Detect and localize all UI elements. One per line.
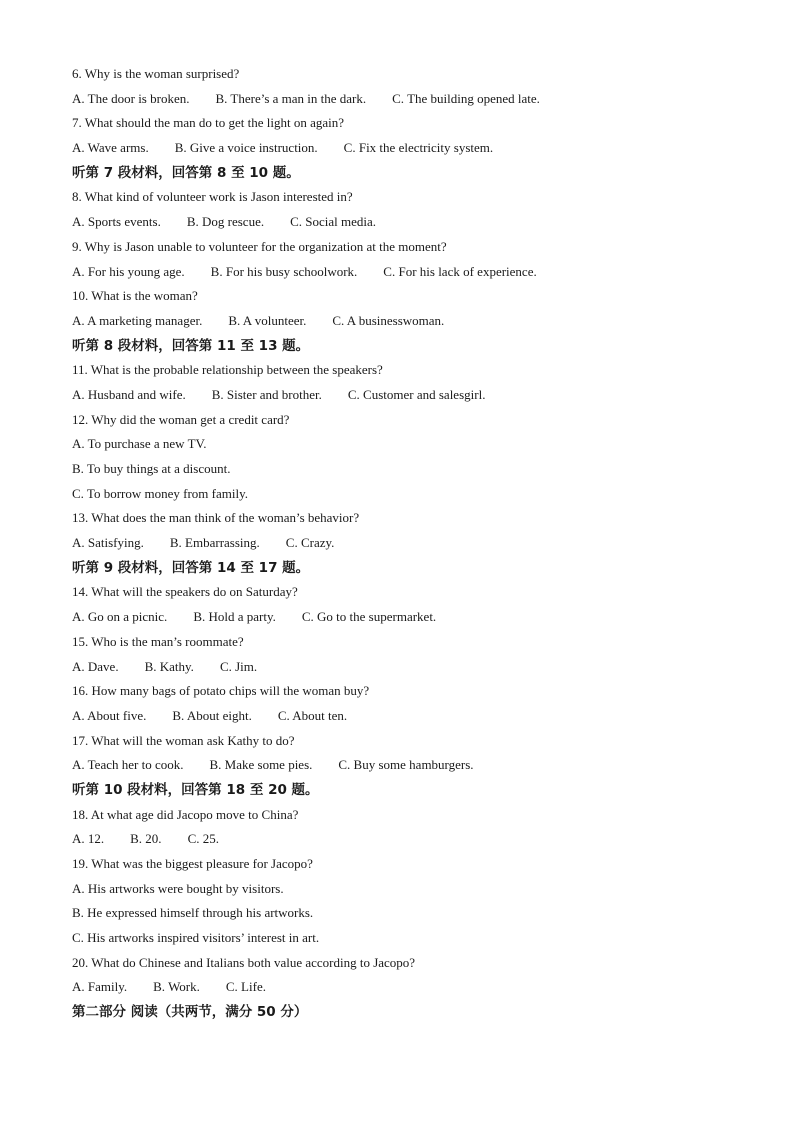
- question-text: 6. Why is the woman surprised?: [72, 66, 240, 81]
- answer-option: B. Embarrassing.: [169, 535, 260, 551]
- answer-option: B. A volunteer.: [228, 312, 307, 328]
- section-heading: 第二部分 阅读（共两节，满分 50 分）: [72, 1004, 308, 1021]
- answer-option: A. Dave.: [72, 658, 119, 674]
- question-text: 17. What will the woman ask Kathy to do?: [72, 732, 295, 748]
- answer-option: C. Go to the supermarket.: [301, 609, 437, 625]
- answer-options-row: [72, 136, 732, 161]
- exam-page: [72, 62, 732, 1025]
- answer-options-row: [72, 210, 732, 235]
- answer-option: C. 25.: [187, 831, 219, 847]
- answer-options-row: [72, 309, 732, 334]
- question-text: 9. Why is Jason unable to volunteer for the organization at the moment?: [72, 238, 447, 254]
- answer-options-row: [72, 531, 732, 556]
- section-heading: 听第 9 段材料，回答第 14 至 17 题。: [72, 559, 310, 576]
- answer-option: B. Sister and brother.: [211, 386, 322, 402]
- answer-option: A. Satisfying.: [72, 535, 144, 551]
- answer-options-row: [72, 753, 732, 778]
- answer-options-row: [72, 975, 732, 1000]
- answer-option: C. A businesswoman.: [332, 312, 445, 328]
- answer-option: C. About ten.: [277, 707, 348, 723]
- answer-option: A. 12.: [72, 831, 105, 847]
- answer-option: A. Sports events.: [72, 214, 161, 230]
- section-heading: 听第 7 段材料，回答第 8 至 10 题。: [72, 164, 300, 181]
- answer-option: A. Teach her to cook.: [72, 757, 184, 773]
- question-text: 20. What do Chinese and Italians both value according to Jacopo?: [72, 954, 416, 970]
- answer-option: B. About eight.: [172, 707, 252, 723]
- answer-option: A. Wave arms.: [72, 140, 149, 156]
- answer-option: A. Go on a picnic.: [72, 609, 168, 625]
- answer-option: A. Family.: [72, 979, 128, 995]
- answer-option: B. Dog rescue.: [186, 214, 265, 230]
- question-text: 11. What is the probable relationship between the speakers?: [72, 362, 383, 378]
- question-text: 15. Who is the man’s roommate?: [72, 633, 244, 649]
- answer-option: C. Customer and salesgirl.: [347, 386, 486, 402]
- section-heading: 听第 10 段材料，回答第 18 至 20 题。: [72, 781, 319, 798]
- answer-options-row: [72, 605, 732, 630]
- question-text: 10. What is the woman?: [72, 288, 198, 304]
- question-text: 18. At what age did Jacopo move to China?: [72, 806, 299, 822]
- answer-option: B. For his busy schoolwork.: [210, 263, 358, 279]
- answer-option: B. Hold a party.: [193, 609, 276, 625]
- answer-options-row: [72, 260, 732, 285]
- answer-option: C. Buy some hamburgers.: [338, 757, 474, 773]
- answer-options-row: [72, 655, 732, 680]
- answer-option: C. For his lack of experience.: [383, 263, 537, 279]
- answer-options-row: [72, 383, 732, 408]
- answer-option: A. Husband and wife.: [72, 386, 186, 402]
- answer-option: C. His artworks inspired visitors’ interest in art.: [72, 930, 320, 946]
- question-text: 8. What kind of volunteer work is Jason interested in?: [72, 189, 353, 205]
- answer-option: C. Fix the electricity system.: [343, 140, 494, 156]
- answer-option: A. The door is broken.: [72, 90, 190, 106]
- section-heading: 听第 8 段材料，回答第 11 至 13 题。: [72, 337, 310, 354]
- question-text: 14. What will the speakers do on Saturday?: [72, 584, 298, 600]
- answer-options-row: [72, 704, 732, 729]
- answer-option: C. To borrow money from family.: [72, 485, 249, 501]
- question-text: 19. What was the biggest pleasure for Jacopo?: [72, 856, 313, 871]
- answer-option: B. To buy things at a discount.: [72, 461, 231, 476]
- answer-option: B. Kathy.: [144, 658, 194, 674]
- answer-option: B. Work.: [153, 979, 200, 995]
- answer-option: C. Crazy.: [285, 535, 335, 551]
- answer-option: B. Give a voice instruction.: [174, 140, 318, 156]
- answer-option: C. Social media.: [290, 214, 377, 230]
- answer-option: B. Make some pies.: [209, 757, 313, 773]
- answer-option: B. He expressed himself through his artworks.: [72, 905, 314, 921]
- answer-option: A. A marketing manager.: [72, 312, 203, 328]
- question-text: 7. What should the man do to get the light on again?: [72, 115, 344, 131]
- answer-option: B. 20.: [130, 831, 162, 847]
- question-text: 12. Why did the woman get a credit card?: [72, 411, 290, 427]
- answer-option: A. For his young age.: [72, 263, 185, 279]
- answer-options-row: [72, 87, 732, 112]
- answer-option: A. To purchase a new TV.: [72, 436, 207, 452]
- answer-option: C. The building opened late.: [392, 90, 540, 106]
- answer-option: A. About five.: [72, 707, 147, 723]
- question-text: 13. What does the man think of the woman’s behavior?: [72, 510, 360, 526]
- question-text: 16. How many bags of potato chips will the woman buy?: [72, 683, 370, 699]
- answer-option: C. Life.: [225, 979, 266, 995]
- answer-option: C. Jim.: [219, 658, 258, 674]
- answer-options-row: [72, 827, 732, 852]
- answer-option: B. There’s a man in the dark.: [215, 90, 367, 106]
- answer-option: A. His artworks were bought by visitors.: [72, 880, 284, 896]
